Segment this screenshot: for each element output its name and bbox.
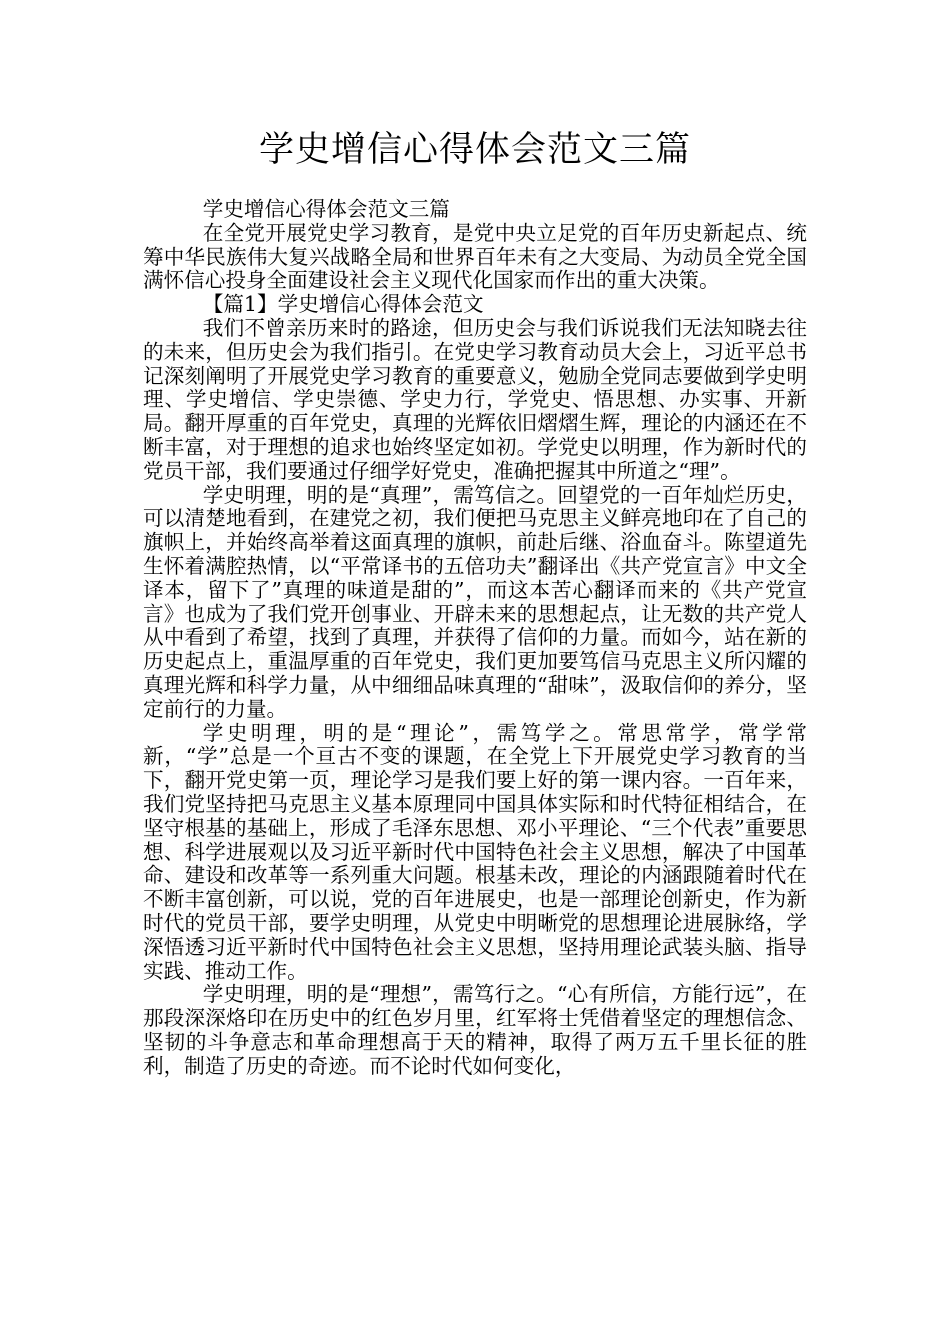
paragraph: 学史明理，明的是“真理”，需笃信之。回望党的一百年灿烂历史，可以清楚地看到，在建党之初，我们便把马克思主义鲜亮地印在了自己的旗帜上，并始终高举着这面真理的旗帜，前赴后继、浴血奋斗。陈望道先生怀着满腔热情，以“平常译书的五倍功夫”翻译出《共产党宣言》中文全译本，留下了”真理的味道是甜的”，而这本苦心翻译而来的《共产党宣言》也成为了我们党开创事业、开辟未来的思想起点，让无数的共产党人从中看到了希望，找到了真理，并获得了信仰的力量。而如今，站在新的历史起点上，重温厚重的百年党史，我们更加要笃信马克思主义所闪耀的真理光辉和科学力量，从中细细品味真理的“甜味”，汲取信仰的养分，坚定前行的力量。: [143, 482, 807, 721]
section-heading-1: 【篇1】学史增信心得体会范文: [202, 292, 484, 317]
paragraph: 学史明理，明的是“理论”，需笃学之。常思常学，常学常新，“学”总是一个亘古不变的课题，在全党上下开展党史学习教育的当下，翻开党史第一页，理论学习是我们要上好的第一课内容。一百年来，我们党坚持把马克思主义基本原理同中国具体实际和时代特征相结合，在坚守根基的基础上，形成了毛泽东思想、邓小平理论、“三个代表”重要思想、科学进展观以及习近平新时代中国特色社会主义思想，解决了中国革命、建设和改革等一系列重大问题。根基未改，理论的内涵跟随着时代在不断丰富创新，可以说，党的百年进展史，也是一部理论创新史，作为新时代的党员干部，要学史明理，从党史中明晰党的思想理论进展脉络，学深悟透习近平新时代中国特色社会主义思想，坚持用理论武装头脑、指导实践、推动工作。: [143, 720, 807, 983]
paragraph-intro: 在全党开展党史学习教育，是党中央立足党的百年历史新起点、统筹中华民族伟大复兴战略全局和世界百年未有之大变局、为动员全党全国满怀信心投身全面建设社会主义现代化国家而作出的重大决策。: [143, 220, 807, 293]
paragraph: 我们不曾亲历来时的路途，但历史会与我们诉说我们无法知晓去往的未来，但历史会为我们指引。在党史学习教育动员大会上，习近平总书记深刻阐明了开展党史学习教育的重要意义，勉励全党同志要做到学史明理、学史增信、学史崇德、学史力行，学党史、悟思想、办实事、开新局。翻开厚重的百年党史，真理的光辉依旧熠熠生辉，理论的内涵还在不断丰富，对于理想的追求也始终坚定如初。学党史以明理，作为新时代的党员干部，我们要通过仔细学好党史，准确把握其中所道之“理”。: [143, 315, 807, 483]
paragraph-subtitle: 学史增信心得体会范文三篇: [202, 197, 450, 221]
paragraph: 学史明理，明的是“理想”，需笃行之。“心有所信，方能行远”，在那段深深烙印在历史中的红色岁月里，红军将士凭借着坚定的理想信念、坚韧的斗争意志和革命理想高于天的精神，取得了两万五千里长征的胜利，制造了历史的奇迹。而不论时代如何变化，: [143, 982, 807, 1078]
document-body: [143, 198, 807, 1078]
document-title: 学史增信心得体会范文三篇: [258, 130, 691, 170]
